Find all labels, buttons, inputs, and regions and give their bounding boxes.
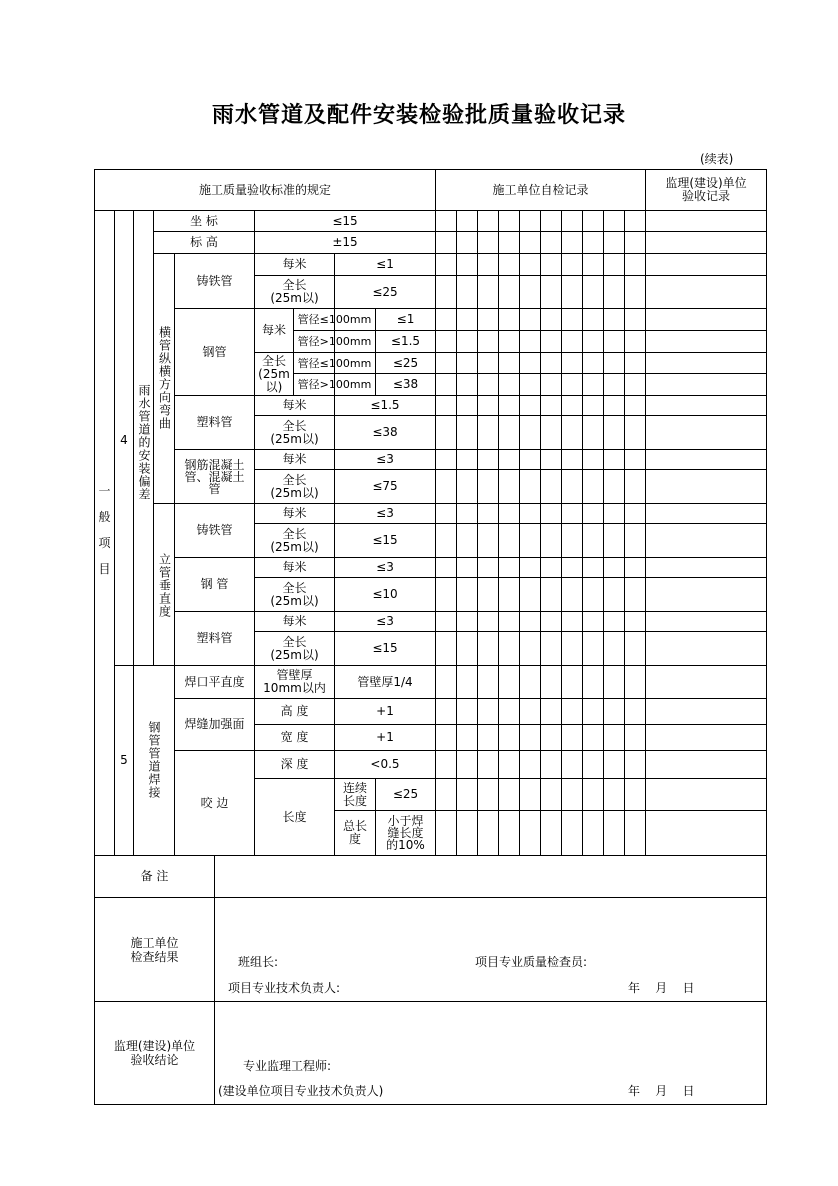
header-standard: 施工质量验收标准的规定 bbox=[198, 182, 331, 197]
undercut-label: 咬 边 bbox=[200, 795, 229, 810]
continuous-length-label: 连续 长度 bbox=[342, 780, 367, 808]
v-cast-iron-label: 铸铁管 bbox=[196, 523, 233, 537]
h-plastic-per-meter: 每米 bbox=[282, 398, 307, 412]
v-cast-full-length-value: ≤15 bbox=[372, 533, 398, 547]
weld-flatness-condition: 管壁厚 10mm以内 bbox=[263, 668, 326, 695]
h-steel-dia-small-2: 管径≤100mm bbox=[297, 356, 372, 370]
h-plastic-label: 塑料管 bbox=[196, 415, 233, 429]
h-cast-iron-label: 铸铁管 bbox=[196, 273, 233, 288]
weld-flatness-value: 管壁厚1/4 bbox=[357, 674, 413, 689]
supervision-date-label: 年 月 日 bbox=[628, 1083, 695, 1098]
supervision-conclusion-label: 监理(建设)单位 验收结论 bbox=[113, 1039, 196, 1067]
remarks-label: 备 注 bbox=[140, 869, 169, 883]
v-plastic-per-meter: 每米 bbox=[282, 614, 307, 628]
h-plastic-per-meter-value: ≤1.5 bbox=[370, 398, 400, 412]
coordinate-value: ≤15 bbox=[332, 213, 358, 228]
h-steel-per-meter: 每米 bbox=[261, 323, 286, 337]
h-concrete-per-meter-value: ≤3 bbox=[376, 452, 394, 466]
team-leader-label: 班组长: bbox=[238, 954, 279, 969]
h-steel-dia-large-2: 管径>100mm bbox=[297, 378, 372, 391]
elevation-label: 标 高 bbox=[190, 235, 218, 249]
general-items-label: 一 般 项 目 bbox=[98, 483, 111, 576]
item-5-category: 钢管管道焊接 bbox=[147, 721, 161, 799]
v-plastic-label: 塑料管 bbox=[196, 631, 233, 645]
item-5-number: 5 bbox=[120, 752, 128, 767]
v-steel-full-length-value: ≤10 bbox=[372, 587, 398, 601]
undercut-length-label: 长度 bbox=[282, 809, 307, 824]
weld-height-value: +1 bbox=[376, 704, 394, 718]
h-plastic-full-length: 全长 (25m以) bbox=[270, 418, 319, 446]
total-length-value: 小于焊 缝长度 的10% bbox=[386, 814, 425, 852]
h-concrete-per-meter: 每米 bbox=[282, 452, 307, 466]
v-cast-per-meter-value: ≤3 bbox=[376, 506, 394, 520]
h-concrete-full-length-value: ≤75 bbox=[372, 479, 398, 493]
continued-label: (续表) bbox=[700, 152, 734, 166]
v-cast-full-length: 全长 (25m以) bbox=[270, 526, 319, 554]
coordinate-label: 坐 标 bbox=[190, 213, 218, 228]
v-steel-full-length: 全长 (25m以) bbox=[270, 580, 319, 608]
technical-lead-label: 项目专业技术负责人: bbox=[228, 980, 341, 995]
h-cast-full-length-value: ≤25 bbox=[372, 284, 398, 299]
weld-width-value: +1 bbox=[376, 730, 394, 744]
v-steel-per-meter: 每米 bbox=[282, 560, 307, 574]
h-steel-value-2: ≤1.5 bbox=[390, 334, 421, 348]
h-steel-dia-large-1: 管径>100mm bbox=[297, 335, 372, 348]
weld-width-label: 宽 度 bbox=[280, 730, 309, 744]
vertical-plumb-label: 立管垂直度 bbox=[157, 552, 172, 618]
horizontal-bend-label: 横管纵横方向弯曲 bbox=[157, 326, 172, 430]
h-concrete-full-length: 全长 (25m以) bbox=[270, 472, 319, 500]
header-self-check: 施工单位自检记录 bbox=[492, 182, 589, 197]
v-plastic-per-meter-value: ≤3 bbox=[376, 614, 394, 628]
h-steel-full-length: 全长 (25m 以) bbox=[258, 353, 290, 394]
owner-tech-lead-label: (建设单位项目专业技术负责人) bbox=[218, 1083, 384, 1098]
h-concrete-label: 钢筋混凝土 管、混凝土 管 bbox=[184, 457, 245, 496]
h-steel-value-1: ≤1 bbox=[396, 312, 415, 326]
v-plastic-full-length: 全长 (25m以) bbox=[270, 634, 319, 662]
v-cast-per-meter: 每米 bbox=[282, 506, 307, 520]
construction-date-label: 年 月 日 bbox=[628, 980, 695, 995]
remarks-field[interactable] bbox=[215, 856, 766, 897]
item-4-number: 4 bbox=[120, 432, 128, 447]
header-supervision: 监理(建设)单位 验收记录 bbox=[665, 176, 747, 203]
v-plastic-full-length-value: ≤15 bbox=[372, 641, 398, 655]
weld-height-label: 高 度 bbox=[280, 704, 309, 718]
v-steel-per-meter-value: ≤3 bbox=[376, 560, 394, 574]
weld-reinforcement-label: 焊缝加强面 bbox=[184, 717, 245, 731]
item-4-category: 雨水管道的安装偏差 bbox=[137, 383, 151, 501]
h-plastic-full-length-value: ≤38 bbox=[372, 425, 398, 439]
h-cast-per-meter-value: ≤1 bbox=[376, 257, 394, 271]
page-title: 雨水管道及配件安装检验批质量验收记录 bbox=[211, 103, 626, 128]
h-steel-label: 钢管 bbox=[202, 344, 227, 359]
continuous-length-value: ≤25 bbox=[392, 787, 419, 801]
h-steel-value-4: ≤38 bbox=[392, 377, 419, 391]
v-steel-label: 钢 管 bbox=[200, 577, 229, 591]
quality-inspector-label: 项目专业质量检查员: bbox=[475, 954, 588, 969]
h-steel-dia-small-1: 管径≤100mm bbox=[297, 313, 372, 326]
construction-result-label: 施工单位 检查结果 bbox=[130, 935, 179, 964]
h-cast-full-length: 全长 (25m以) bbox=[270, 278, 319, 305]
weld-flatness-label: 焊口平直度 bbox=[184, 674, 245, 689]
undercut-depth-value: <0.5 bbox=[370, 757, 400, 771]
h-steel-value-3: ≤25 bbox=[392, 355, 419, 370]
h-cast-per-meter: 每米 bbox=[282, 257, 307, 271]
undercut-depth-label: 深 度 bbox=[280, 757, 309, 771]
elevation-value: ±15 bbox=[332, 235, 358, 249]
supervising-engineer-label: 专业监理工程师: bbox=[243, 1058, 332, 1073]
total-length-label: 总长 度 bbox=[342, 819, 367, 846]
